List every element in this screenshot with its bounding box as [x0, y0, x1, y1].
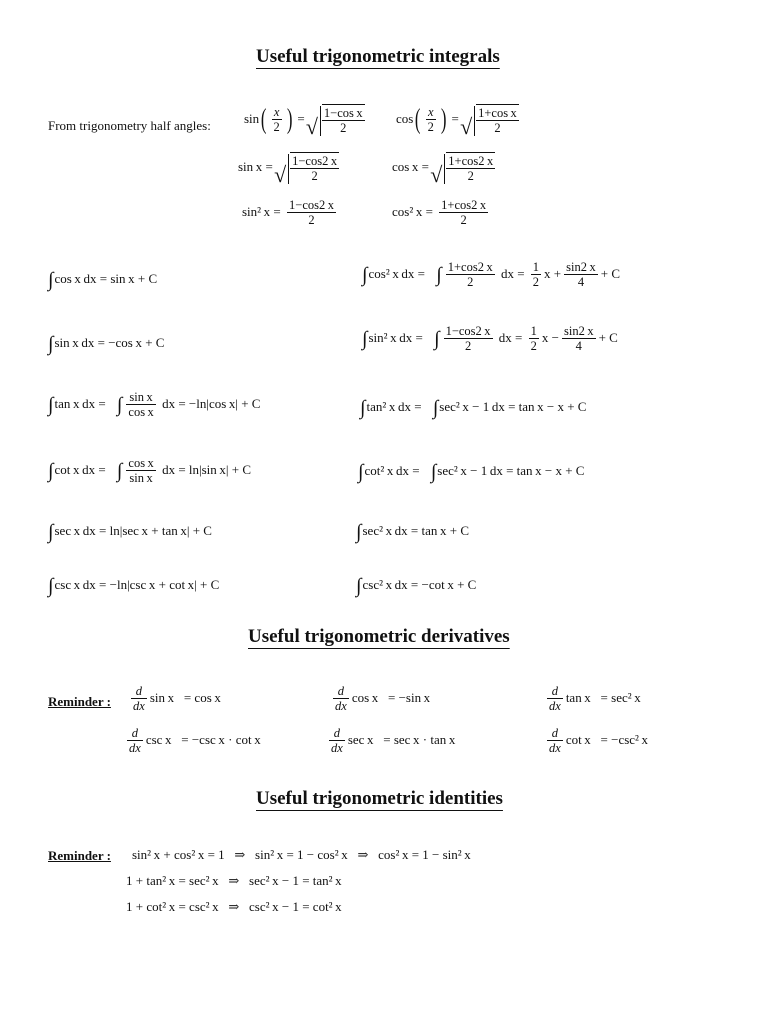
sin2-x-lhs: sin² x =: [242, 203, 281, 219]
integral-sec: ∫sec x dx = ln|sec x + tan x| + C: [48, 521, 212, 543]
integral-sin2-c: + C: [598, 329, 618, 345]
deriv-tan-dx: dx: [549, 699, 561, 714]
integral-cos-squared: ∫cos² x dx = ∫ $\frac{1+\cos 2 x}{2}$ dx = $\frac{1}{2}$ x + $\frac{\sin 2 x}{4}$ + C: [362, 260, 620, 290]
deriv-sin-res: = cos x: [183, 689, 221, 705]
cos2-x-lhs: cos² x =: [392, 203, 433, 219]
deriv-cos-res: = −sin x: [388, 689, 431, 705]
sin-half-arg-den: 2: [273, 120, 280, 135]
identity-line-3: 1 + cot² x = csc² x ⇒ csc² x − 1 = cot² x: [126, 899, 342, 914]
sin-half-angle-formula: sin( $\frac{x}{2}$ ) = √ $\frac{\text{1−cos x}}{2}$: [244, 104, 368, 136]
integral-sec2-text: sec² x dx = tan x + C: [362, 523, 470, 538]
reminder-derivatives: Reminder :: [48, 694, 111, 709]
integral-tan-den: cos x: [128, 405, 154, 420]
integral-cos2-mid: dx =: [500, 265, 525, 281]
integral-tan2-rhs: sec² x − 1 dx = tan x − x + C: [439, 399, 587, 414]
integral-cos2-num: 1+cos2 x: [447, 260, 493, 274]
integral-cot: ∫cot x dx = ∫ $\frac{\text{cos x}}{\text{sin x}}$ dx = ln|sin x| + C: [48, 456, 251, 486]
derivative-cot: [544, 726, 648, 756]
cos-half-den: 2: [494, 121, 501, 136]
derivative-csc: [124, 726, 261, 756]
deriv-sin-fn: sin x: [149, 689, 175, 705]
integral-sin2-x: x −: [541, 329, 559, 345]
integral-cot2-lhs: cot² x dx =: [364, 463, 420, 478]
integral-cos2-c: + C: [600, 265, 620, 281]
integral-tan-num: sin x: [126, 390, 155, 405]
integral-cot2-rhs: sec² x − 1 dx = tan x − x + C: [437, 463, 585, 478]
deriv-sec-dx: dx: [331, 741, 343, 756]
identity-line-1: sin² x + cos² x = 1 ⇒ sin² x = 1 − cos² x ⇒ cos² x = 1 − sin² x: [132, 847, 471, 862]
integral-sin2-sin-den: 4: [575, 339, 582, 354]
integral-sin2-half-den: 2: [530, 339, 537, 354]
deriv-csc-dx: dx: [129, 741, 141, 756]
cos-x-den: 2: [467, 169, 474, 184]
integral-cot-num: cos x: [128, 456, 154, 470]
integral-cot-lhs: cot x dx =: [54, 461, 106, 477]
integral-sec-text: sec x dx = ln|sec x + tan x| + C: [54, 523, 212, 538]
deriv-tan-res: = sec² x: [600, 689, 641, 705]
deriv-cos-fn: cos x: [351, 689, 379, 705]
deriv-sin-d: d: [131, 684, 147, 699]
integral-cos2-den: 2: [467, 275, 474, 290]
identity-line-2: 1 + tan² x = sec² x ⇒ sec² x − 1 = tan² x: [126, 873, 342, 888]
half-angle-label: From trigonometry half angles:: [48, 118, 211, 133]
integral-tan-squared: ∫tan² x dx = ∫sec² x − 1 dx = tan x − x + C: [360, 397, 587, 419]
cos2-x-num: 1+cos2 x: [441, 198, 487, 212]
deriv-cot-fn: cot x: [565, 731, 591, 747]
integral-cos2-half-den: 2: [532, 275, 540, 290]
integral-tan-rhs: dx = −ln|cos x| + C: [162, 395, 261, 411]
deriv-csc-res: = −csc x · cot x: [181, 731, 261, 747]
deriv-cot-d: d: [547, 726, 563, 741]
deriv-tan-d: d: [547, 684, 563, 699]
sin-half-arg-num: x: [272, 105, 282, 120]
cos-x-lhs: cos x =: [392, 158, 430, 174]
sin-squared-formula: [242, 198, 339, 228]
cos-x-formula: cos x = √ $\frac{1+\cos 2 x}{2}$: [392, 152, 498, 184]
deriv-csc-fn: csc x: [145, 731, 172, 747]
heading-identities: Useful trigonometric identities: [256, 788, 503, 809]
deriv-cos-dx: dx: [335, 699, 347, 714]
cos-squared-formula: [392, 198, 491, 228]
integral-csc-text: csc x dx = −ln|csc x + cot x| + C: [54, 577, 220, 592]
deriv-cot-res: = −csc² x: [600, 731, 649, 747]
integral-cos2-sin-den: 4: [577, 275, 585, 290]
integral-csc: ∫csc x dx = −ln|csc x + cot x| + C: [48, 575, 220, 597]
deriv-sec-d: d: [329, 726, 345, 741]
integral-cot-den: sin x: [129, 471, 153, 486]
integral-sin: ∫sin x dx = −cos x + C: [48, 333, 165, 355]
reminder-identities: Reminder :: [48, 848, 111, 863]
integral-sin2-mid: dx =: [498, 329, 523, 345]
cos-half-num: 1+cos x: [478, 106, 517, 120]
deriv-tan-fn: tan x: [565, 689, 591, 705]
integral-csc2-text: csc² x dx = −cot x + C: [362, 577, 477, 592]
derivative-sin: [128, 684, 221, 714]
integral-sec-squared: ∫sec² x dx = tan x + C: [356, 521, 470, 543]
integral-cos-text: cos x dx = sin x + C: [54, 271, 158, 286]
sin-half-lhs: sin: [244, 110, 260, 126]
deriv-sin-dx: dx: [133, 699, 145, 714]
deriv-sec-fn: sec x: [347, 731, 374, 747]
sin2-x-num: 1−cos2 x: [289, 198, 334, 212]
sin-half-num: 1−cos x: [323, 106, 363, 120]
integral-cos2-sin-num: sin2 x: [566, 260, 596, 274]
heading-derivatives: Useful trigonometric derivatives: [248, 626, 510, 647]
sin-x-lhs: sin x =: [238, 158, 273, 174]
integral-csc-squared: ∫csc² x dx = −cot x + C: [356, 575, 477, 597]
cos-half-arg-num: x: [426, 105, 436, 120]
integral-sin2-den: 2: [464, 339, 472, 354]
integral-tan2-lhs: tan² x dx =: [366, 399, 422, 414]
integral-cos2-lhs: cos² x dx =: [368, 265, 425, 281]
integral-tan: ∫tan x dx = ∫ $\frac{\text{sin x}}{\text{cos x}}$ dx = −ln|cos x| + C: [48, 390, 261, 420]
cos-half-arg-den: 2: [427, 120, 434, 135]
integral-cot-rhs: dx = ln|sin x| + C: [162, 461, 251, 477]
integral-sin2-num: 1−cos2 x: [445, 324, 491, 338]
derivative-cos: [330, 684, 430, 714]
deriv-csc-d: d: [127, 726, 143, 741]
derivative-sec: [326, 726, 455, 756]
deriv-cot-dx: dx: [549, 741, 561, 756]
sin2-x-den: 2: [308, 213, 315, 228]
integral-cot-squared: ∫cot² x dx = ∫sec² x − 1 dx = tan x − x + C: [358, 461, 585, 483]
derivative-tan: [544, 684, 641, 714]
cos-half-lhs: cos: [396, 110, 414, 126]
integral-cos: ∫cos x dx = sin x + C: [48, 269, 158, 291]
sin-half-den: 2: [340, 121, 347, 136]
cos-half-angle-formula: cos( $\frac{x}{2}$ ) = √ $\frac{\text{1+cos x}}{2}$: [396, 104, 522, 136]
heading-integrals: Useful trigonometric integrals: [256, 46, 500, 67]
deriv-cos-d: d: [333, 684, 349, 699]
integral-sin-squared: ∫sin² x dx = ∫ $\frac{1-\cos 2 x}{2}$ dx = $\frac{1}{2}$ x − $\frac{\sin 2 x}{4}$ + C: [362, 324, 618, 354]
integral-cos2-half-num: 1: [532, 260, 540, 274]
sin-x-formula: sin x = √ $\frac{1-\cos 2 x}{2}$: [238, 152, 342, 184]
integral-sin2-lhs: sin² x dx =: [368, 329, 423, 345]
cos2-x-den: 2: [460, 213, 467, 228]
integral-sin-text: sin x dx = −cos x + C: [54, 335, 165, 350]
deriv-sec-res: = sec x · tan x: [383, 731, 456, 747]
integral-sin2-sin-num: sin2 x: [563, 324, 594, 338]
integral-tan-lhs: tan x dx =: [54, 395, 106, 411]
integral-cos2-x: x +: [544, 265, 562, 281]
cos-x-num: 1+cos2 x: [448, 154, 494, 168]
sin-x-num: 1−cos2 x: [292, 154, 338, 168]
integral-sin2-half-num: 1: [530, 324, 537, 338]
sin-x-den: 2: [311, 169, 318, 184]
